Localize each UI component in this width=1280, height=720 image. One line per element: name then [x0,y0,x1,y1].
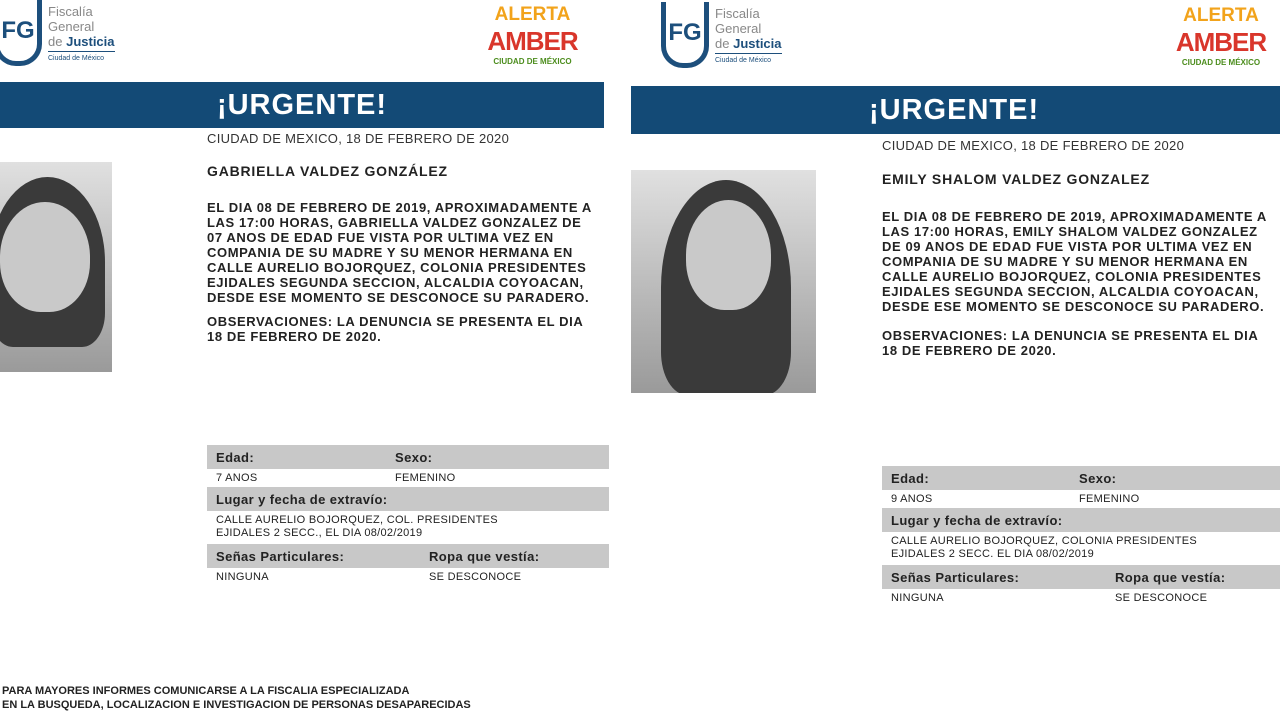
logos-fgj-line4: Ciudad de México [48,51,115,64]
posters-0-sexo: FEMENINO [395,472,456,484]
logos-fgj-line4: Ciudad de México [715,53,782,66]
fgj-logo [661,2,782,68]
details-table [882,466,1280,607]
posters-0-senas: NINGUNA [216,571,269,583]
missing-person-name: EMILY SHALOM VALDEZ GONZALEZ [882,171,1150,187]
logos-fgj-line2: General [48,19,95,34]
posters-1-senas-label: Señas Particulares: [891,569,1020,585]
missing-person-name: GABRIELLA VALDEZ GONZÁLEZ [207,163,448,179]
logos-amber-line3: CIUDAD DE MÉXICO [1181,57,1261,67]
logos-fgj-line1: Fiscalía [48,4,93,19]
fgj-logo-text [48,0,115,64]
logos-amber-line1: ALERTA [494,4,571,25]
logos-fgj-line3b: Justicia [66,34,115,49]
logos-amber-line2: AMBER [1175,26,1267,57]
logos-amber-line2: AMBER [487,25,578,56]
posters-1-edad-label: Edad: [891,470,930,486]
posters-0-lugar-label: Lugar y fecha de extravío: [207,487,609,511]
footer-contact-info: PARA MAYORES INFORMES COMUNICARSE A LA FISCALIA ESPECIALIZADA EN LA BUSQUEDA, LOCALIZACION E INVESTIGACION DE PERSONAS DESAPARECIDAS [2,685,471,711]
posters-1-lugar-label: Lugar y fecha de extravío: [882,508,1280,532]
posters-1-ropa-label: Ropa que vestía: [1115,569,1226,585]
posters-1-senas: NINGUNA [891,592,944,604]
posters-0-lugar: CALLE AURELIO BOJORQUEZ, COL. PRESIDENTES EJIDALES 2 SECC., EL DIA 08/02/2019 [216,514,498,539]
missing-person-photo [631,170,816,393]
posters-0-sexo-label: Sexo: [395,449,433,465]
fgj-logo [0,0,115,66]
logos-fgj-line3b: Justicia [733,36,782,51]
alert-date: CIUDAD DE MEXICO, 18 DE FEBRERO DE 2020 [882,138,1185,153]
posters-1-sexo: FEMENINO [1079,493,1140,505]
observations: OBSERVACIONES: LA DENUNCIA SE PRESENTA EL DIA 18 DE FEBRERO DE 2020. [882,328,1259,358]
details-table [207,445,609,586]
incident-description: EL DIA 08 DE FEBRERO DE 2019, APROXIMADAMENTE A LAS 17:00 HORAS, EMILY SHALOM VALDEZ GONZALEZ DE 09 ANOS DE EDAD FUE VISTA POR ULTIMA VEZ EN COMPANIA DE SU MADRE Y SU MENOR HERMANA EN CALLE AURELIO BOJORQUEZ, COLONIA PRESIDENTES EJIDALES SEGUNDA SECCION, ALCALDIA COYOACAN, DESDE ESE MOMENTO SE DESCONOCE SU PARADERO. [882,209,1267,314]
fgj-emblem-icon: FG [661,2,709,68]
posters-0-edad: 7 ANOS [216,472,258,484]
alerta-amber-logo [485,4,580,66]
posters-0-edad-label: Edad: [216,449,255,465]
posters-0-ropa: SE DESCONOCE [429,571,522,583]
posters-1-edad: 9 ANOS [891,493,933,505]
posters-0-senas-label: Señas Particulares: [216,548,345,564]
posters-0-ropa-label: Ropa que vestía: [429,548,540,564]
logos-fgj-line3a: de [715,36,730,51]
logos-fgj-line1: Fiscalía [715,6,760,21]
missing-person-photo [0,162,112,372]
observations: OBSERVACIONES: LA DENUNCIA SE PRESENTA EL DIA 18 DE FEBRERO DE 2020. [207,314,584,344]
urgent-banner: ¡URGENTE! [0,82,604,128]
fgj-logo-text [715,2,782,66]
posters-1-lugar: CALLE AURELIO BOJORQUEZ, COLONIA PRESIDENTES EJIDALES 2 SECC. EL DIA 08/02/2019 [891,535,1197,560]
posters-1-ropa: SE DESCONOCE [1115,592,1208,604]
alert-date: CIUDAD DE MEXICO, 18 DE FEBRERO DE 2020 [207,131,510,146]
alert-poster-emily [631,0,1280,720]
logos-amber-line1: ALERTA [1183,5,1259,26]
incident-description: EL DIA 08 DE FEBRERO DE 2019, APROXIMADAMENTE A LAS 17:00 HORAS, GABRIELLA VALDEZ GONZALEZ DE 07 ANOS DE EDAD FUE VISTA POR ULTIMA VEZ EN COMPANIA DE SU MADRE Y SU MENOR HERMANA EN CALLE AURELIO BOJORQUEZ, COLONIA PRESIDENTES EJIDALES SEGUNDA SECCION, ALCALDIA COYOACAN, DESDE ESE MOMENTO SE DESCONOCE SU PARADERO. [207,200,592,305]
logos-fgj-line3a: de [48,34,63,49]
logos-amber-line3: CIUDAD DE MÉXICO [493,56,572,66]
urgent-banner: ¡URGENTE! [631,86,1280,134]
alerta-amber-logo [1171,5,1271,67]
fgj-emblem-icon: FG [0,0,42,66]
posters-1-sexo-label: Sexo: [1079,470,1117,486]
logos-fgj-line2: General [715,21,762,36]
alert-poster-gabriella [0,0,630,720]
